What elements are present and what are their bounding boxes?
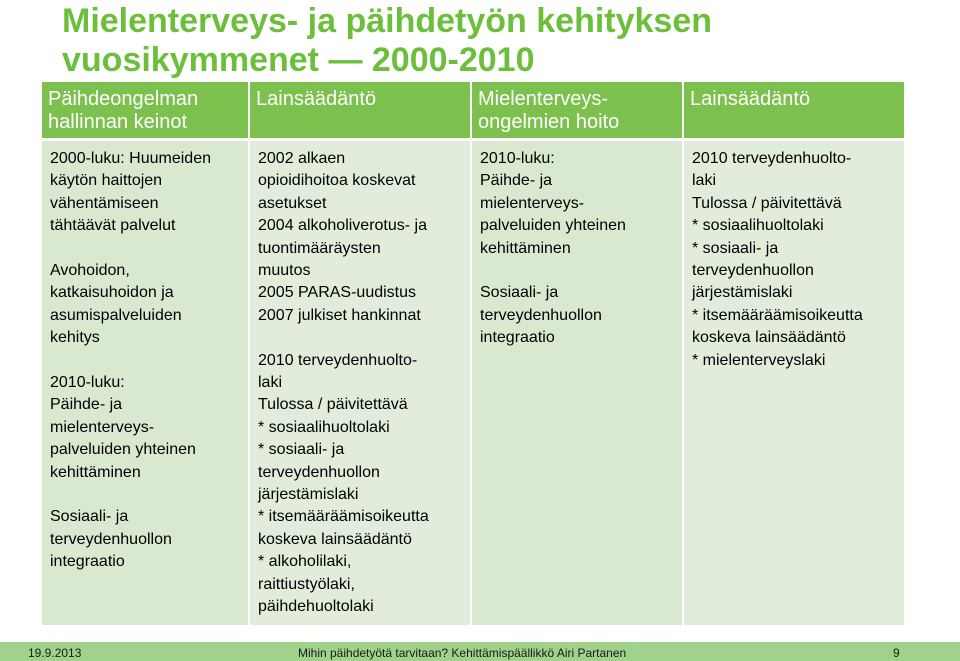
cell-paragraph bbox=[692, 148, 900, 372]
cell-line: terveydenhuollon bbox=[258, 463, 380, 481]
cell-paragraph bbox=[258, 350, 466, 619]
cell-line: järjestämislaki bbox=[258, 486, 359, 504]
cell-line: 2010 terveydenhuolto- bbox=[258, 351, 418, 369]
cell-line: 2004 alkoholiverotus- ja bbox=[258, 217, 427, 235]
cell-line: koskeva lainsäädäntö bbox=[258, 530, 412, 548]
cell-line: kehitys bbox=[50, 329, 100, 347]
cell-line: Päihde- ja bbox=[50, 396, 123, 414]
footer-presenter-info: Mihin päihdetyötä tarvitaan? Kehittämispäällikkö Airi Partanen bbox=[298, 646, 627, 660]
cell-line: Sosiaali- ja bbox=[480, 284, 559, 302]
cell-line: terveydenhuollon bbox=[692, 262, 814, 280]
cell-line: Tulossa / päivitettävä bbox=[258, 396, 408, 414]
body-cell-2 bbox=[250, 141, 472, 625]
cell-line: * sosiaali- ja bbox=[258, 441, 345, 459]
slide-title-line-1: Mielenterveys- ja päihdetyön kehityksen bbox=[62, 2, 713, 40]
slide-title bbox=[62, 2, 942, 80]
cell-line: terveydenhuollon bbox=[50, 530, 172, 548]
cell-line: tuontimääräysten bbox=[258, 239, 381, 257]
header-cell-3: Mielenterveys-ongelmien hoito bbox=[472, 82, 684, 141]
cell-line: 2007 julkiset hankinnat bbox=[258, 306, 421, 324]
cell-line: integraatio bbox=[50, 553, 125, 571]
cell-line: Tulossa / päivitettävä bbox=[692, 194, 842, 212]
cell-line: koskeva lainsäädäntö bbox=[692, 329, 846, 347]
footer-date: 19.9.2013 bbox=[28, 646, 82, 660]
cell-line: 2002 alkaen bbox=[258, 150, 346, 167]
cell-line: palveluiden yhteinen bbox=[50, 441, 196, 459]
cell-paragraph bbox=[50, 260, 244, 350]
cell-line: * alkoholilaki, bbox=[258, 553, 352, 571]
cell-line: käytön haittojen bbox=[50, 172, 163, 190]
cell-paragraph bbox=[50, 506, 244, 573]
cell-paragraph bbox=[258, 148, 466, 327]
cell-line: järjestämislaki bbox=[692, 284, 793, 302]
cell-line: kehittäminen bbox=[50, 463, 141, 481]
cell-line: 2005 PARAS-uudistus bbox=[258, 284, 417, 302]
cell-line: palveluiden yhteinen bbox=[480, 217, 626, 235]
cell-line: päihdehuoltolaki bbox=[258, 598, 374, 616]
cell-line: Päihde- ja bbox=[480, 172, 553, 190]
table-body-row bbox=[42, 141, 904, 625]
cell-line: 2000-luku: Huumeiden bbox=[50, 150, 211, 167]
cell-line: 2010-luku: bbox=[480, 150, 555, 167]
cell-line: Avohoidon, bbox=[50, 262, 130, 280]
cell-line: raittiustyölaki, bbox=[258, 575, 355, 593]
cell-line: laki bbox=[258, 374, 283, 392]
slide-title-line-2: vuosikymmenet — 2000-2010 bbox=[62, 41, 535, 79]
cell-line: kehittäminen bbox=[480, 239, 571, 257]
body-cell-1 bbox=[42, 141, 250, 625]
body-cell-3 bbox=[472, 141, 684, 625]
body-cell-4 bbox=[684, 141, 904, 625]
cell-line: * sosiaali- ja bbox=[692, 239, 779, 257]
cell-line: opioidihoitoa koskevat bbox=[258, 172, 416, 190]
cell-line: terveydenhuollon bbox=[480, 306, 602, 324]
cell-paragraph bbox=[50, 148, 244, 238]
cell-line: vähentämiseen bbox=[50, 194, 159, 212]
cell-line: * sosiaalihuoltolaki bbox=[258, 418, 390, 436]
header-cell-4: Lainsäädäntö bbox=[684, 82, 904, 141]
cell-line: 2010 terveydenhuolto- bbox=[692, 150, 852, 167]
content-table bbox=[42, 82, 904, 625]
cell-paragraph bbox=[480, 282, 678, 349]
cell-line: muutos bbox=[258, 262, 311, 280]
cell-line: asumispalveluiden bbox=[50, 306, 182, 324]
header-cell-2: Lainsäädäntö bbox=[250, 82, 472, 141]
table-header-row bbox=[42, 82, 904, 141]
cell-line: tähtäävät palvelut bbox=[50, 217, 176, 235]
cell-paragraph bbox=[480, 148, 678, 260]
cell-line: laki bbox=[692, 172, 717, 190]
cell-line: * itsemääräämisoikeutta bbox=[258, 508, 429, 526]
cell-line: * itsemääräämisoikeutta bbox=[692, 306, 863, 324]
page-number: 9 bbox=[893, 646, 900, 660]
header-cell-1: Päihdeongelman hallinnan keinot bbox=[42, 82, 250, 141]
cell-line: asetukset bbox=[258, 194, 327, 212]
cell-line: katkaisuhoidon ja bbox=[50, 284, 174, 302]
cell-line: mielenterveys- bbox=[480, 194, 585, 212]
cell-line: * mielenterveyslaki bbox=[692, 351, 826, 369]
cell-line: mielenterveys- bbox=[50, 418, 155, 436]
cell-line: 2010-luku: bbox=[50, 374, 125, 392]
cell-line: Sosiaali- ja bbox=[50, 508, 129, 526]
cell-paragraph bbox=[50, 372, 244, 484]
cell-line: integraatio bbox=[480, 329, 555, 347]
cell-line: * sosiaalihuoltolaki bbox=[692, 217, 824, 235]
